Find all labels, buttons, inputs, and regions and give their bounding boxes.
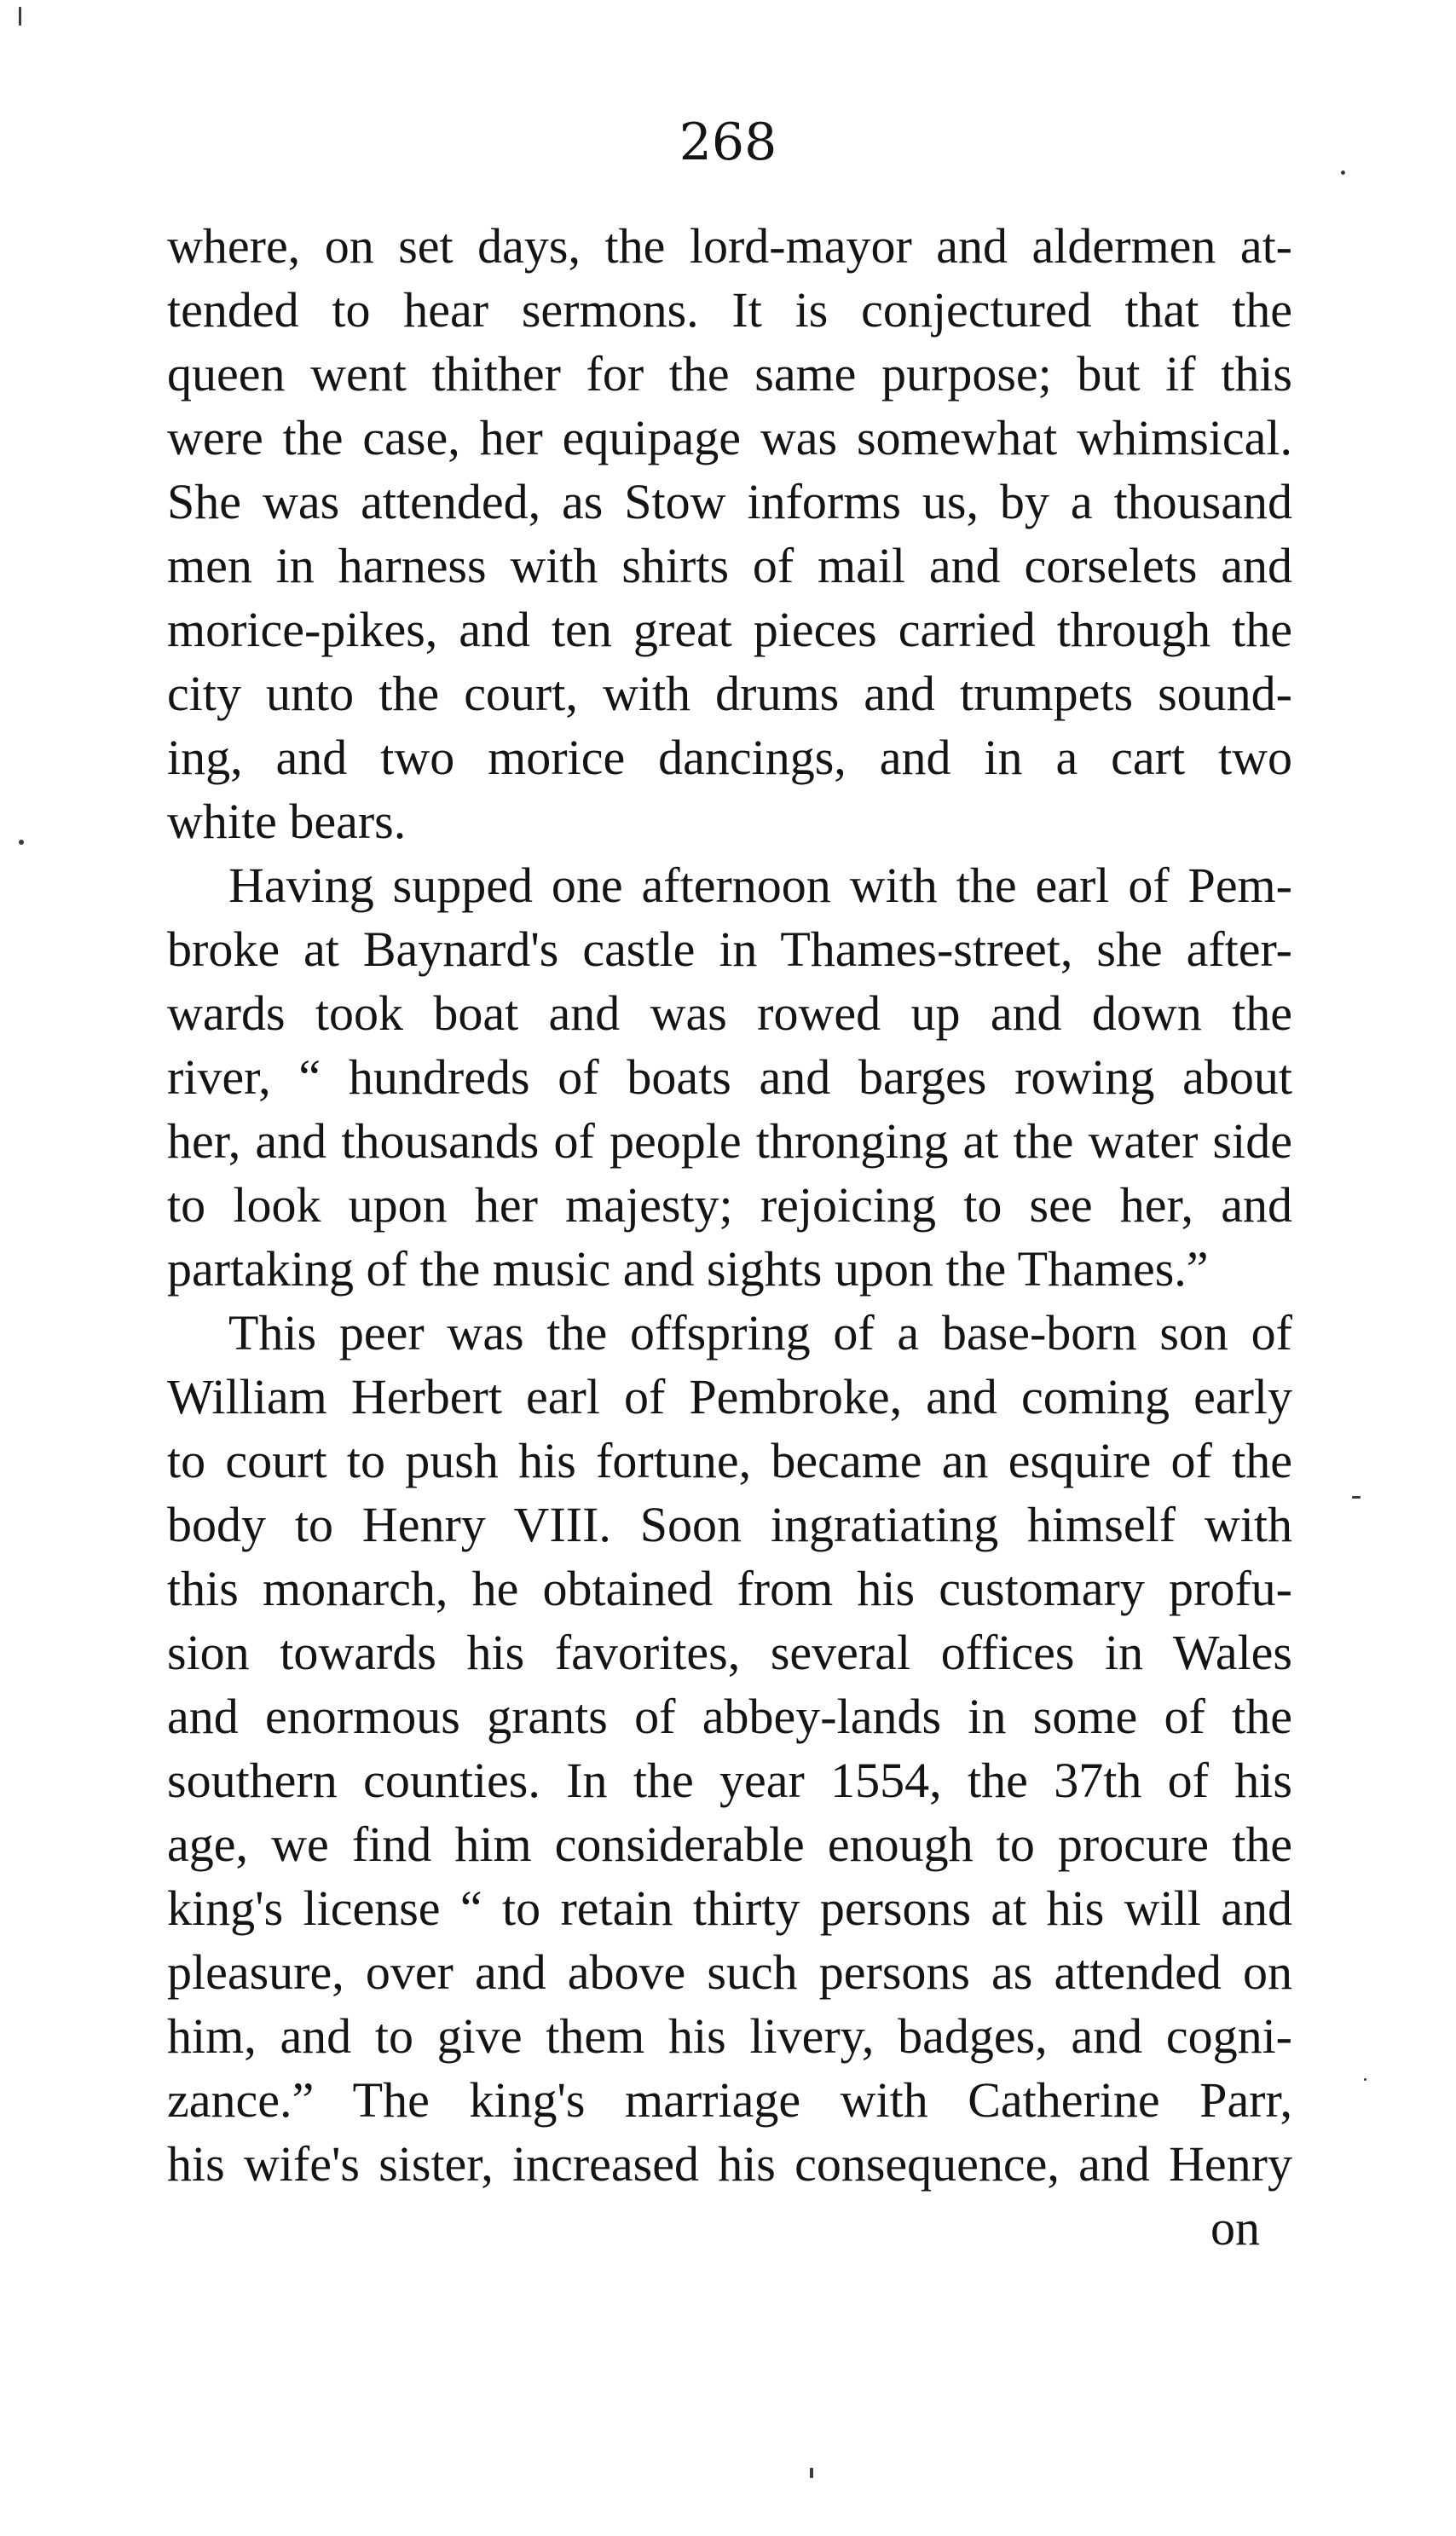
text-line: his wife's sister, increased his consequence, and Henry xyxy=(167,2136,1292,2192)
text-line: her, and thousands of people thronging at the water side xyxy=(167,1113,1292,1169)
text-line: to court to push his fortune, became an esquire of the xyxy=(167,1433,1292,1488)
text-line: William Herbert earl of Pembroke, and coming early xyxy=(167,1369,1292,1424)
text-line: pleasure, over and above such persons as attended on xyxy=(167,1944,1292,2000)
text-line: Having supped one afternoon with the earl of Pem- xyxy=(228,858,1292,913)
text-line: where, on set days, the lord-mayor and aldermen at- xyxy=(167,218,1292,274)
catchword: on xyxy=(1210,2200,1260,2256)
scan-speck xyxy=(19,840,24,845)
text-line: wards took boat and was rowed up and down the xyxy=(167,985,1292,1041)
scan-speck xyxy=(1352,1496,1361,1499)
scan-speck xyxy=(1341,170,1345,175)
text-line: body to Henry VIII. Soon ingratiating himself with xyxy=(167,1497,1292,1552)
scan-speck xyxy=(810,2468,813,2478)
text-line: morice-pikes, and ten great pieces carried through the xyxy=(167,602,1292,657)
text-line: partaking of the music and sights upon the Thames.” xyxy=(167,1241,1209,1297)
text-line: men in harness with shirts of mail and corselets and xyxy=(167,538,1292,593)
page-number: 268 xyxy=(679,113,777,172)
text-line: ing, and two morice dancings, and in a cart two xyxy=(167,730,1292,785)
text-line: him, and to give them his livery, badges, and cogni- xyxy=(167,2008,1292,2064)
text-line: southern counties. In the year 1554, the 37th of his xyxy=(167,1753,1292,1808)
text-line: king's license “ to retain thirty persons at his will and xyxy=(167,1880,1292,1936)
text-line: age, we find him considerable enough to procure the xyxy=(167,1817,1292,1872)
text-line: broke at Baynard's castle in Thames-street, she after- xyxy=(167,921,1292,977)
scan-mark xyxy=(19,7,21,26)
text-line: queen went thither for the same purpose; but if this xyxy=(167,346,1292,401)
text-line: zance.” The king's marriage with Catherine Parr, xyxy=(167,2072,1292,2128)
text-line: were the case, her equipage was somewhat whimsical. xyxy=(167,410,1292,465)
text-line: and enormous grants of abbey-lands in some of the xyxy=(167,1689,1292,1744)
text-line: tended to hear sermons. It is conjectured that the xyxy=(167,282,1292,338)
text-line: white bears. xyxy=(167,794,407,849)
text-line: to look upon her majesty; rejoicing to see her, and xyxy=(167,1177,1292,1233)
text-line: city unto the court, with drums and trumpets sound- xyxy=(167,666,1292,721)
text-line: this monarch, he obtained from his customary profu- xyxy=(167,1561,1292,1616)
scan-speck xyxy=(1364,2078,1366,2081)
text-line: This peer was the offspring of a base-born son of xyxy=(228,1305,1292,1360)
text-line: river, “ hundreds of boats and barges rowing about xyxy=(167,1049,1292,1105)
text-line: She was attended, as Stow informs us, by a thousand xyxy=(167,474,1292,529)
text-line: sion towards his favorites, several offices in Wales xyxy=(167,1625,1292,1680)
